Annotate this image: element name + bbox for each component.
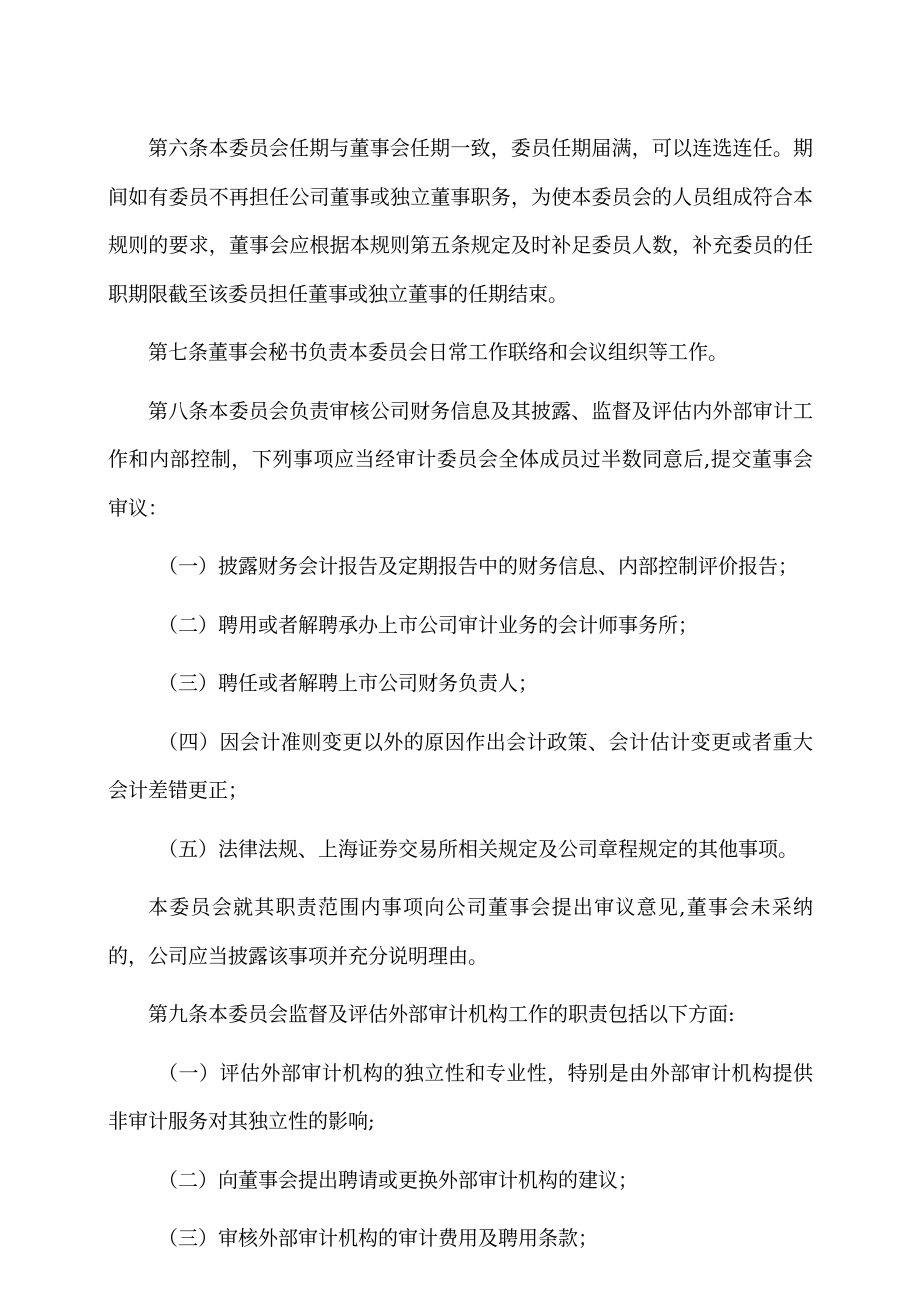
article-8-item-1: （一）披露财务会计报告及定期报告中的财务信息、内部控制评价报告； bbox=[158, 554, 798, 578]
document-body bbox=[108, 124, 813, 1273]
article-8-item-4: （四）因会计准则变更以外的原因作出会计政策、会计估计变更或者重大会计差错更正； bbox=[108, 729, 813, 802]
article-8-item-5: （五）法律法规、上海证券交易所相关规定及公司章程规定的其他事项。 bbox=[158, 836, 798, 861]
article-7-paragraph: 第七条董事会秘书负责本委员会日常工作联络和会议组织等工作。 bbox=[148, 340, 728, 364]
article-6-paragraph: 第六条本委员会任期与董事会任期一致，委员任期届满，可以连选连任。期间如有委员不再担任公司董事或独立董事职务，为使本委员会的人员组成符合本规则的要求，董事会应根据本规则第五条规定及时补足委员人数，补充委员的任职期限截至该委员担任董事或独立董事的任期结束。 bbox=[108, 136, 813, 306]
article-8-closing-paragraph: 本委员会就其职责范围内事项向公司董事会提出审议意见,董事会未采纳的，公司应当披露该事项并充分说明理由。 bbox=[108, 895, 813, 968]
article-8-paragraph: 第八条本委员会负责审核公司财务信息及其披露、监督及评估内外部审计工作和内部控制，下列事项应当经审计委员会全体成员过半数同意后,提交董事会审议： bbox=[108, 398, 813, 520]
article-9-item-3: （三）审核外部审计机构的审计费用及聘用条款； bbox=[158, 1226, 598, 1250]
article-8-item-3: （三）聘任或者解聘上市公司财务负责人； bbox=[158, 671, 538, 695]
article-9-paragraph: 第九条本委员会监督及评估外部审计机构工作的职责包括以下方面: bbox=[148, 1002, 735, 1026]
article-9-item-2: （二）向董事会提出聘请或更换外部审计机构的建议； bbox=[158, 1167, 638, 1192]
article-9-item-1: （一）评估外部审计机构的独立性和专业性，特别是由外部审计机构提供非审计服务对其独立性的影响; bbox=[108, 1060, 813, 1133]
article-8-item-2: （二）聘用或者解聘承办上市公司审计业务的会计师事务所； bbox=[158, 612, 698, 637]
